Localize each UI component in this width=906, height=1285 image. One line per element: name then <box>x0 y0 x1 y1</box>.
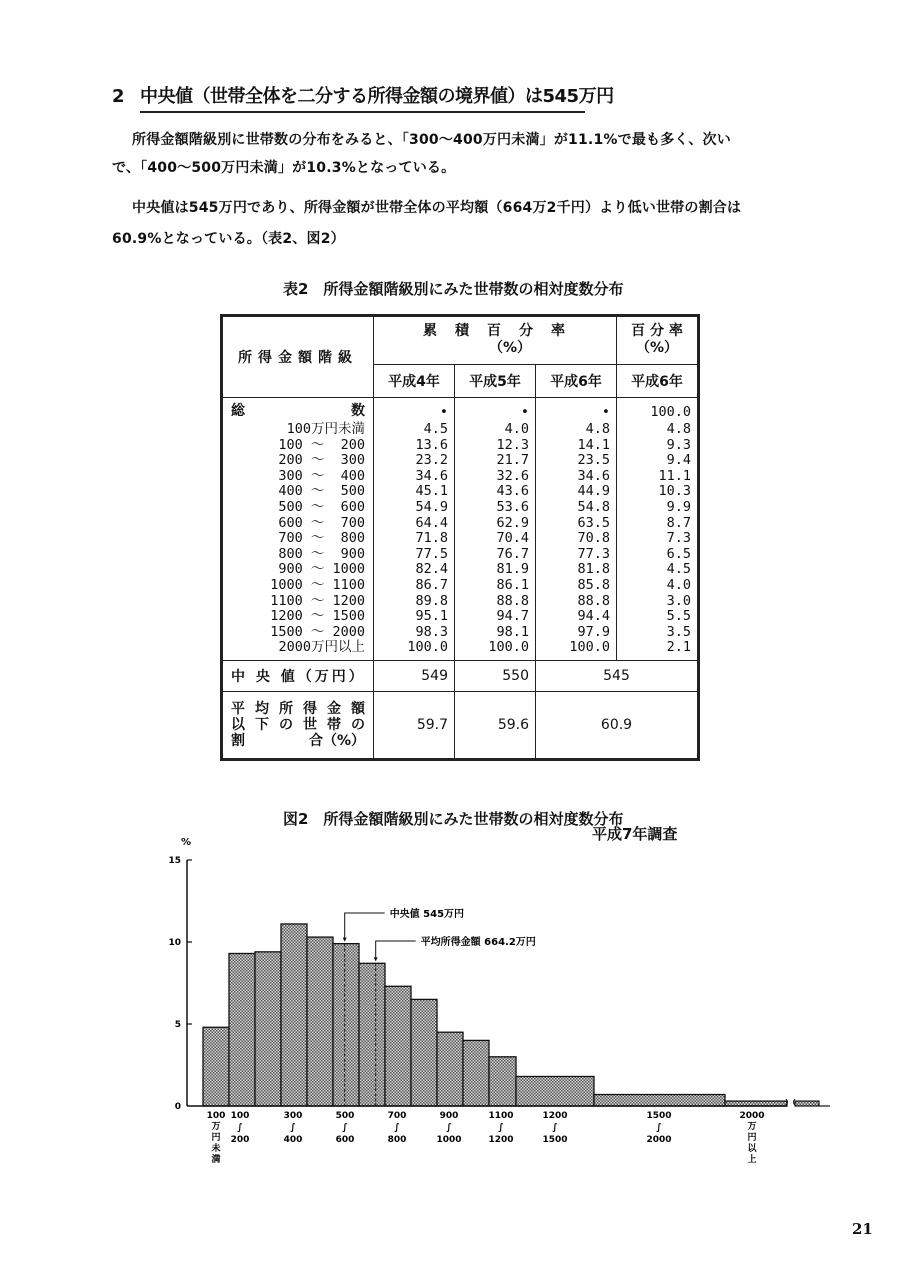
cell-h5: 32.6 <box>496 467 529 484</box>
cell-h5: 76.7 <box>496 545 529 562</box>
x-tick-label <box>646 1111 671 1145</box>
cell-pct: 10.3 <box>658 483 691 500</box>
cell-h4: 23.2 <box>415 452 448 469</box>
h5-values <box>461 422 529 656</box>
section-title: 中央値（世帯全体を二分する所得金額の境界値）は545万円 <box>140 86 614 107</box>
histogram-bar <box>516 1076 594 1106</box>
income-class-label: 800 ～ 900 <box>278 545 365 562</box>
x-tick-label <box>542 1111 567 1145</box>
x-tick-label-line: ∫ <box>394 1123 400 1133</box>
cell-pct: 2.1 <box>666 639 691 656</box>
below-mean-label <box>222 691 374 759</box>
income-class-column <box>222 398 374 661</box>
pct-values <box>623 422 691 656</box>
histogram-bar <box>411 999 437 1106</box>
x-tick-label-line: 1100 <box>488 1111 514 1121</box>
cell-h4: 54.9 <box>415 498 448 515</box>
histogram-bar <box>255 952 281 1106</box>
histogram-bar <box>463 1040 489 1106</box>
cell-h6: 34.6 <box>577 467 610 484</box>
h4-values <box>380 422 448 656</box>
histogram-bar <box>385 986 411 1106</box>
below-mean-h4: 59.7 <box>374 691 455 759</box>
cell-h6: 85.8 <box>577 576 610 593</box>
cell-h4: 71.8 <box>415 530 448 547</box>
cell-h4: 4.5 <box>423 421 448 437</box>
income-class-label: 900 ～ 1000 <box>278 561 365 578</box>
below-mean-label-char: 下 <box>255 716 269 733</box>
cell-h6: 97.9 <box>577 623 610 640</box>
below-mean-label-char: 以 <box>231 716 245 733</box>
x-tick-label-line: ∫ <box>552 1123 558 1133</box>
x-tick-label-line: 万 <box>211 1122 221 1132</box>
x-tick-label-line: ∫ <box>290 1123 296 1133</box>
income-class-label: 100 ～ 200 <box>278 436 365 453</box>
below-mean-label-char: 額 <box>351 700 365 717</box>
total-pct: 100.0 <box>650 404 691 420</box>
header-income-class: 所得金額階級 <box>222 316 374 398</box>
cell-h4: 89.8 <box>415 592 448 609</box>
x-tick-label-line: ∫ <box>446 1123 452 1133</box>
x-tick-label-line: 100 <box>230 1111 250 1121</box>
cell-pct: 5.5 <box>666 608 691 625</box>
distribution-table <box>220 314 700 761</box>
below-mean-h5: 59.6 <box>455 691 536 759</box>
total-label <box>231 402 365 422</box>
total-h5: • <box>520 404 529 420</box>
histogram-bar <box>489 1057 516 1106</box>
header-cumulative <box>374 316 617 365</box>
cell-h6: 23.5 <box>577 452 610 469</box>
below-mean-label-line <box>231 717 365 733</box>
paragraph-line: 所得金額階級別に世帯数の分布をみると、「300～400万円未満」が11.1%で最も多く、次い <box>132 132 731 148</box>
header-year-h6: 平成6年 <box>536 364 617 397</box>
cell-h6: 44.9 <box>577 483 610 500</box>
cell-pct: 6.5 <box>666 545 691 562</box>
heading-underline <box>140 111 585 113</box>
x-tick-label <box>436 1111 461 1145</box>
total-h4: • <box>439 404 448 420</box>
column-h4 <box>374 398 455 661</box>
cell-pct: 9.4 <box>666 452 691 469</box>
below-mean-label-char: 合（%） <box>308 732 365 749</box>
cell-pct: 3.0 <box>666 592 691 609</box>
x-tick-label <box>388 1111 407 1145</box>
cell-pct: 3.5 <box>666 623 691 640</box>
cell-h4: 64.4 <box>415 514 448 531</box>
paragraph-line: で、「400～500万円未満」が10.3%となっている。 <box>112 160 456 176</box>
cell-pct: 8.7 <box>666 514 691 531</box>
x-tick-label-line: 600 <box>335 1135 355 1145</box>
header-year-h5: 平成5年 <box>455 364 536 397</box>
below-mean-label-char: 金 <box>327 700 341 717</box>
cell-h6: 94.4 <box>577 608 610 625</box>
header-year-h4: 平成4年 <box>374 364 455 397</box>
header-percent-line1: 百 分 率 <box>631 323 683 340</box>
cell-h4: 82.4 <box>415 561 448 578</box>
income-class-label: 1100 ～ 1200 <box>270 592 365 609</box>
y-axis-unit: % <box>181 837 192 848</box>
cell-h6: 54.8 <box>577 498 610 515</box>
median-label: 中 央 値（万円） <box>222 660 374 691</box>
histogram-bar <box>229 953 255 1106</box>
below-mean-label-line <box>231 733 365 749</box>
x-tick-label-line: 1000 <box>436 1135 462 1145</box>
x-tick-label-line: 100 <box>206 1111 226 1121</box>
cell-h5: 21.7 <box>496 452 529 469</box>
histogram-bar <box>203 1027 229 1106</box>
income-class-label: 200 ～ 300 <box>278 452 365 469</box>
income-class-label: 2000万円以上 <box>278 639 365 656</box>
income-class-label: 1500 ～ 2000 <box>270 623 365 640</box>
cell-h4: 100.0 <box>407 639 448 656</box>
below-mean-label-char: の <box>351 716 365 733</box>
header-percent-line2: （%） <box>635 340 679 357</box>
cell-h5: 43.6 <box>496 483 529 500</box>
x-tick-label-line: ∫ <box>498 1123 504 1133</box>
figure-title: 図2 所得金額階級別にみた世帯数の相対度数分布 <box>283 810 624 828</box>
x-tick-label-line: 2000 <box>646 1135 672 1145</box>
x-tick-label <box>739 1111 764 1165</box>
total-h6: • <box>601 404 610 420</box>
cell-h4: 13.6 <box>415 436 448 453</box>
cell-h4: 34.6 <box>415 467 448 484</box>
annotation-label: 中央値 545万円 <box>389 909 465 920</box>
header-year-h6-pct: 平成6年 <box>617 364 699 397</box>
income-class-label: 100万円未満 <box>286 421 365 437</box>
annotation-leader <box>345 913 385 940</box>
total-label-part: 総 <box>231 403 245 420</box>
x-tick-label-line: 500 <box>335 1111 355 1121</box>
cell-h6: 14.1 <box>577 436 610 453</box>
cell-h6: 100.0 <box>569 639 610 656</box>
below-mean-label-char: 平 <box>231 700 245 717</box>
annotation-arrow <box>343 938 347 942</box>
x-tick-label-line: 800 <box>387 1135 407 1145</box>
x-tick-label-line: 円 <box>211 1133 221 1143</box>
histogram-bar <box>437 1032 463 1106</box>
x-tick-label-line: 900 <box>439 1111 459 1121</box>
cell-pct: 9.3 <box>666 436 691 453</box>
x-tick-label-line: 300 <box>283 1111 303 1121</box>
total-label-part: 数 <box>351 403 365 420</box>
column-pct <box>617 398 699 661</box>
x-tick-label <box>284 1111 303 1145</box>
table-title: 表2 所得金額階級別にみた世帯数の相対度数分布 <box>283 280 624 298</box>
below-mean-label-char: 均 <box>255 700 269 717</box>
cell-h5: 4.0 <box>504 421 529 437</box>
cell-h5: 98.1 <box>496 623 529 640</box>
cell-h4: 98.3 <box>415 623 448 640</box>
below-mean-label-char: 帯 <box>327 716 341 733</box>
x-tick-label-line: 700 <box>387 1111 407 1121</box>
column-h5 <box>455 398 536 661</box>
cell-h6: 4.8 <box>585 421 610 437</box>
cell-pct: 9.9 <box>666 498 691 515</box>
cell-pct: 4.5 <box>666 561 691 578</box>
section-heading <box>112 82 614 108</box>
cell-h6: 70.8 <box>577 530 610 547</box>
below-mean-label-char: の <box>279 716 293 733</box>
figure-subtitle: 平成7年調査 <box>592 825 678 843</box>
x-tick-label <box>488 1111 513 1145</box>
below-mean-label-char: 所 <box>279 700 293 717</box>
x-tick-label-line: 200 <box>230 1135 250 1145</box>
cell-h5: 100.0 <box>488 639 529 656</box>
cell-pct: 11.1 <box>658 467 691 484</box>
x-tick-label-line: ∫ <box>342 1123 348 1133</box>
histogram-bar <box>594 1095 725 1106</box>
column-h6 <box>536 398 617 661</box>
section-number: 2 <box>112 86 125 107</box>
cell-h5: 53.6 <box>496 498 529 515</box>
below-mean-label-line <box>231 701 365 717</box>
histogram-bar-tail <box>795 1101 819 1106</box>
header-cumulative-line1: 累 積 百 分 率 <box>423 323 567 340</box>
cell-h4: 77.5 <box>415 545 448 562</box>
histogram-bar <box>333 944 359 1106</box>
median-h6: 545 <box>536 660 699 691</box>
x-tick-label-line: 400 <box>283 1135 303 1145</box>
income-class-label: 700 ～ 800 <box>278 530 365 547</box>
x-tick-label <box>207 1111 226 1165</box>
income-class-label: 1000 ～ 1100 <box>270 576 365 593</box>
paragraph-line: 60.9%となっている。（表2、図2） <box>112 231 345 247</box>
below-mean-label-char: 割 <box>231 732 245 749</box>
x-tick-label-line: 以 <box>747 1144 757 1154</box>
cell-h6: 77.3 <box>577 545 610 562</box>
cell-pct: 4.8 <box>666 421 691 437</box>
income-class-label: 300 ～ 400 <box>278 467 365 484</box>
income-class-label: 1200 ～ 1500 <box>270 608 365 625</box>
below-mean-h6: 60.9 <box>536 691 699 759</box>
histogram-chart <box>150 835 840 1180</box>
income-class-label: 400 ～ 500 <box>278 483 365 500</box>
y-tick-label: 15 <box>168 856 181 866</box>
header-percent <box>617 316 699 365</box>
y-tick-label: 0 <box>174 1102 181 1112</box>
cell-h6: 88.8 <box>577 592 610 609</box>
y-tick-label: 10 <box>168 938 181 948</box>
cell-h6: 63.5 <box>577 514 610 531</box>
x-tick-label-line: 万 <box>747 1122 757 1132</box>
x-tick-label-line: ∫ <box>237 1123 243 1133</box>
cell-h4: 45.1 <box>415 483 448 500</box>
cell-h5: 12.3 <box>496 436 529 453</box>
y-tick-label: 5 <box>174 1020 181 1030</box>
x-tick-label <box>336 1111 355 1145</box>
cell-h5: 88.8 <box>496 592 529 609</box>
below-mean-label-char: 得 <box>303 700 317 717</box>
annotation-arrow <box>374 957 378 961</box>
cell-h5: 70.4 <box>496 530 529 547</box>
cell-h5: 86.1 <box>496 576 529 593</box>
x-tick-label-line: 円 <box>747 1133 757 1143</box>
annotation-leader <box>376 941 416 959</box>
histogram-bar <box>307 937 333 1106</box>
cell-h4: 86.7 <box>415 576 448 593</box>
x-tick-label-line: 2000 <box>739 1111 765 1121</box>
cell-pct: 4.0 <box>666 576 691 593</box>
x-tick-label-line: ∫ <box>656 1123 662 1133</box>
cell-h5: 62.9 <box>496 514 529 531</box>
cell-h5: 94.7 <box>496 608 529 625</box>
cell-h5: 81.9 <box>496 561 529 578</box>
x-tick-label-line: 満 <box>211 1155 221 1165</box>
paragraph-line: 中央値は545万円であり、所得金額が世帯全体の平均額（664万2千円）より低い世帯の割合は <box>132 200 742 216</box>
below-mean-label-char: 世 <box>303 716 317 733</box>
histogram-bar <box>281 924 307 1106</box>
x-tick-label-line: 1200 <box>542 1111 568 1121</box>
cell-pct: 7.3 <box>666 530 691 547</box>
x-tick-label-line: 上 <box>747 1155 757 1165</box>
x-tick-label-line: 未 <box>211 1144 221 1154</box>
x-tick-label-line: 1500 <box>542 1135 568 1145</box>
income-class-labels <box>231 422 365 656</box>
income-class-label: 500 ～ 600 <box>278 498 365 515</box>
annotation-label: 平均所得金額 664.2万円 <box>420 937 536 948</box>
median-h5: 550 <box>455 660 536 691</box>
cell-h6: 81.8 <box>577 561 610 578</box>
h6-values <box>542 422 610 656</box>
histogram-bar <box>359 963 385 1106</box>
header-cumulative-line2: （%） <box>488 340 532 357</box>
x-tick-label-line: 1500 <box>646 1111 672 1121</box>
median-h4: 549 <box>374 660 455 691</box>
cell-h4: 95.1 <box>415 608 448 625</box>
income-class-label: 600 ～ 700 <box>278 514 365 531</box>
page-number: 21 <box>852 1220 873 1238</box>
x-tick-label-line: 1200 <box>488 1135 514 1145</box>
x-tick-label <box>231 1111 250 1145</box>
